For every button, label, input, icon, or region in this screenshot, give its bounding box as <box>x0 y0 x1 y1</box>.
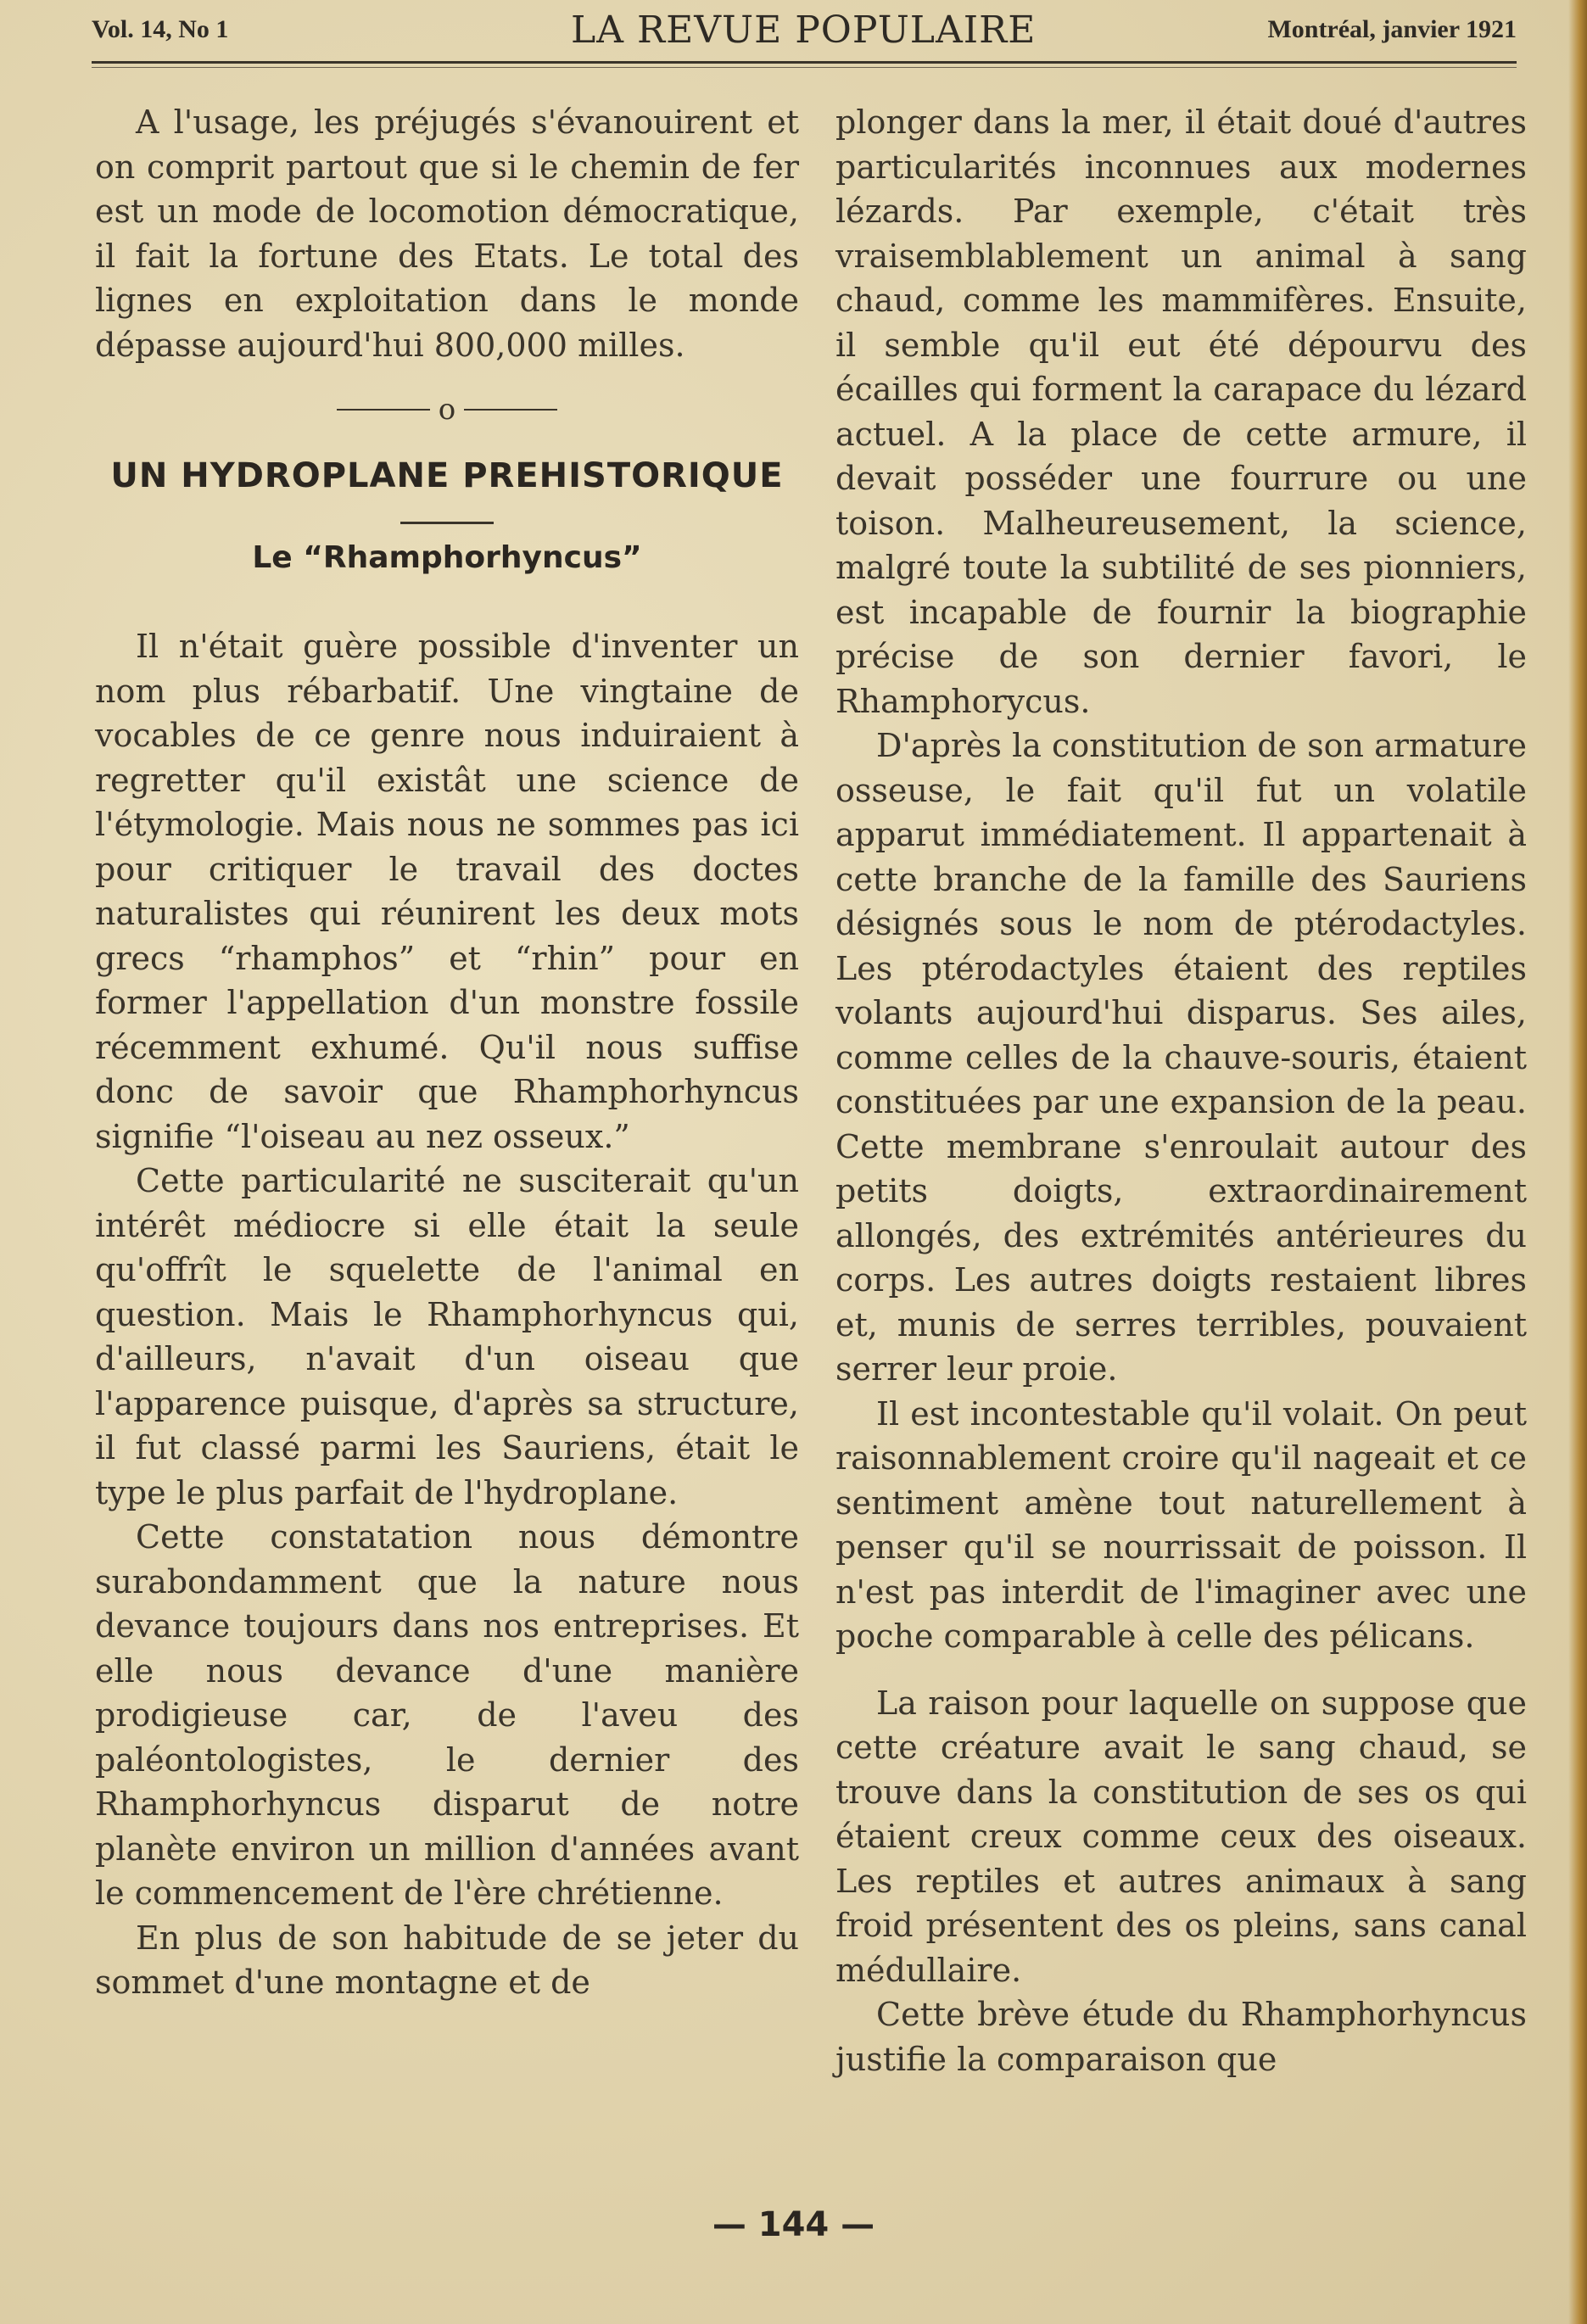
divider-mark: o <box>438 393 456 427</box>
issue-date: Montréal, janvier 1921 <box>1267 15 1517 43</box>
publication-title: LA REVUE POPULAIRE <box>571 8 1037 52</box>
body-paragraph: Cette brève étude du Rhamphorhyncus justifie la comparaison que <box>835 1996 1527 2078</box>
right-column <box>835 100 1527 2081</box>
left-column <box>95 100 799 2005</box>
body-paragraph: Il n'était guère possible d'inventer un nom plus rébarbatif. Une vingtaine de vocables de ce genre nous induiraient à regretter qu'il existât une science de l'étymologie. Mais nous ne sommes pas ici pour critiquer le travail des doctes naturalistes qui réunirent les deux mots grecs “rhamphos” et “rhin” pour en former l'appellation d'un monstre fossile récemment exhumé. Qu'il nous suffise donc de savoir que Rhamphorhyncus signifie “l'oiseau au nez osseux.” <box>95 628 799 1155</box>
previous-article-ending: A l'usage, les préjugés s'évanouirent et on comprit partout que si le chemin de fer est un mode de locomotion démocratique, il fait la fortune des Etats. Le total des lignes en exploitation dans le monde dépasse aujourd'hui 800,000 milles. <box>95 103 799 364</box>
article-headline: UN HYDROPLANE PREHISTORIQUE <box>110 456 784 495</box>
body-paragraph: Cette particularité ne susciterait qu'un intérêt médiocre si elle était la seule qu'offrît le squelette de l'animal en question. Mais le Rhamphorhyncus qui, d'ailleurs, n'avait d'un oiseau que l'apparence puisque, d'après sa structure, il fut classé parmi les Sauriens, était le type le plus parfait de l'hydroplane. <box>95 1162 799 1511</box>
article-subhead: Le “Rhamphorhyncus” <box>252 540 642 575</box>
page-number: — 144 — <box>712 2205 875 2244</box>
body-paragraph: La raison pour laquelle on suppose que cette créature avait le sang chaud, se trouve dans la constitution de ses os qui étaient creux comme ceux des oiseaux. Les reptiles et autres animaux à sang froid présentent des os pleins, sans canal médullaire. <box>835 1684 1527 1989</box>
headline-rule <box>400 522 494 524</box>
page-edge-shadow <box>1568 0 1587 2324</box>
body-paragraph: D'après la constitution de son armature osseuse, le fait qu'il fut un volatile apparut immédiatement. Il appartenait à cette branche de la famille des Sauriens désignés sous le nom de ptérodactyles. Les ptérodactyles étaient des reptiles volants aujourd'hui disparus. Ses ailes, comme celles de la chauve-souris, étaient constituées par une expansion de la peau. Cette membrane s'enroulait autour des petits doigts, extraordinairement allongés, des extrémités antérieures du corps. Les autres doigts restaient libres et, munis de serres terribles, pouvaient serrer leur proie. <box>835 727 1527 1388</box>
running-header <box>92 10 1517 59</box>
body-paragraph: Il est incontestable qu'il volait. On peut raisonnablement croire qu'il nageait et ce sentiment amène tout naturellement à penser qu'il se nourrissait de poisson. Il n'est pas interdit de l'imaginer avec une poche comparable à celle des pélicans. <box>835 1394 1527 1655</box>
volume-number: Vol. 14, No 1 <box>92 15 229 43</box>
body-paragraph: En plus de son habitude de se jeter du sommet d'une montagne et de <box>95 1919 799 2001</box>
body-paragraph: Cette constatation nous démontre surabondamment que la nature nous devance toujours dans nos entreprises. Et elle nous devance d'une manière prodigieuse car, de l'aveu des paléontologistes, le dernier des Rhamphorhyncus disparut de notre planète environ un million d'années avant le commencement de l'ère chrétienne. <box>95 1518 799 1912</box>
section-divider <box>95 386 799 430</box>
header-rule <box>92 61 1517 68</box>
body-paragraph: plonger dans la mer, il était doué d'autres particularités inconnues aux modernes lézards. Par exemple, c'était très vraisemblablement un animal à sang chaud, comme les mammifères. Ensuite, il semble qu'il eut été dépourvu des écailles qui forment la carapace du lézard actuel. A la place de cette armure, il devait posséder une fourrure ou une toison. Malheureusement, la science, malgré toute la subtilité de ses pionniers, est incapable de fournir la biographie précise de son dernier favori, le Rhamphorycus. <box>835 103 1527 720</box>
